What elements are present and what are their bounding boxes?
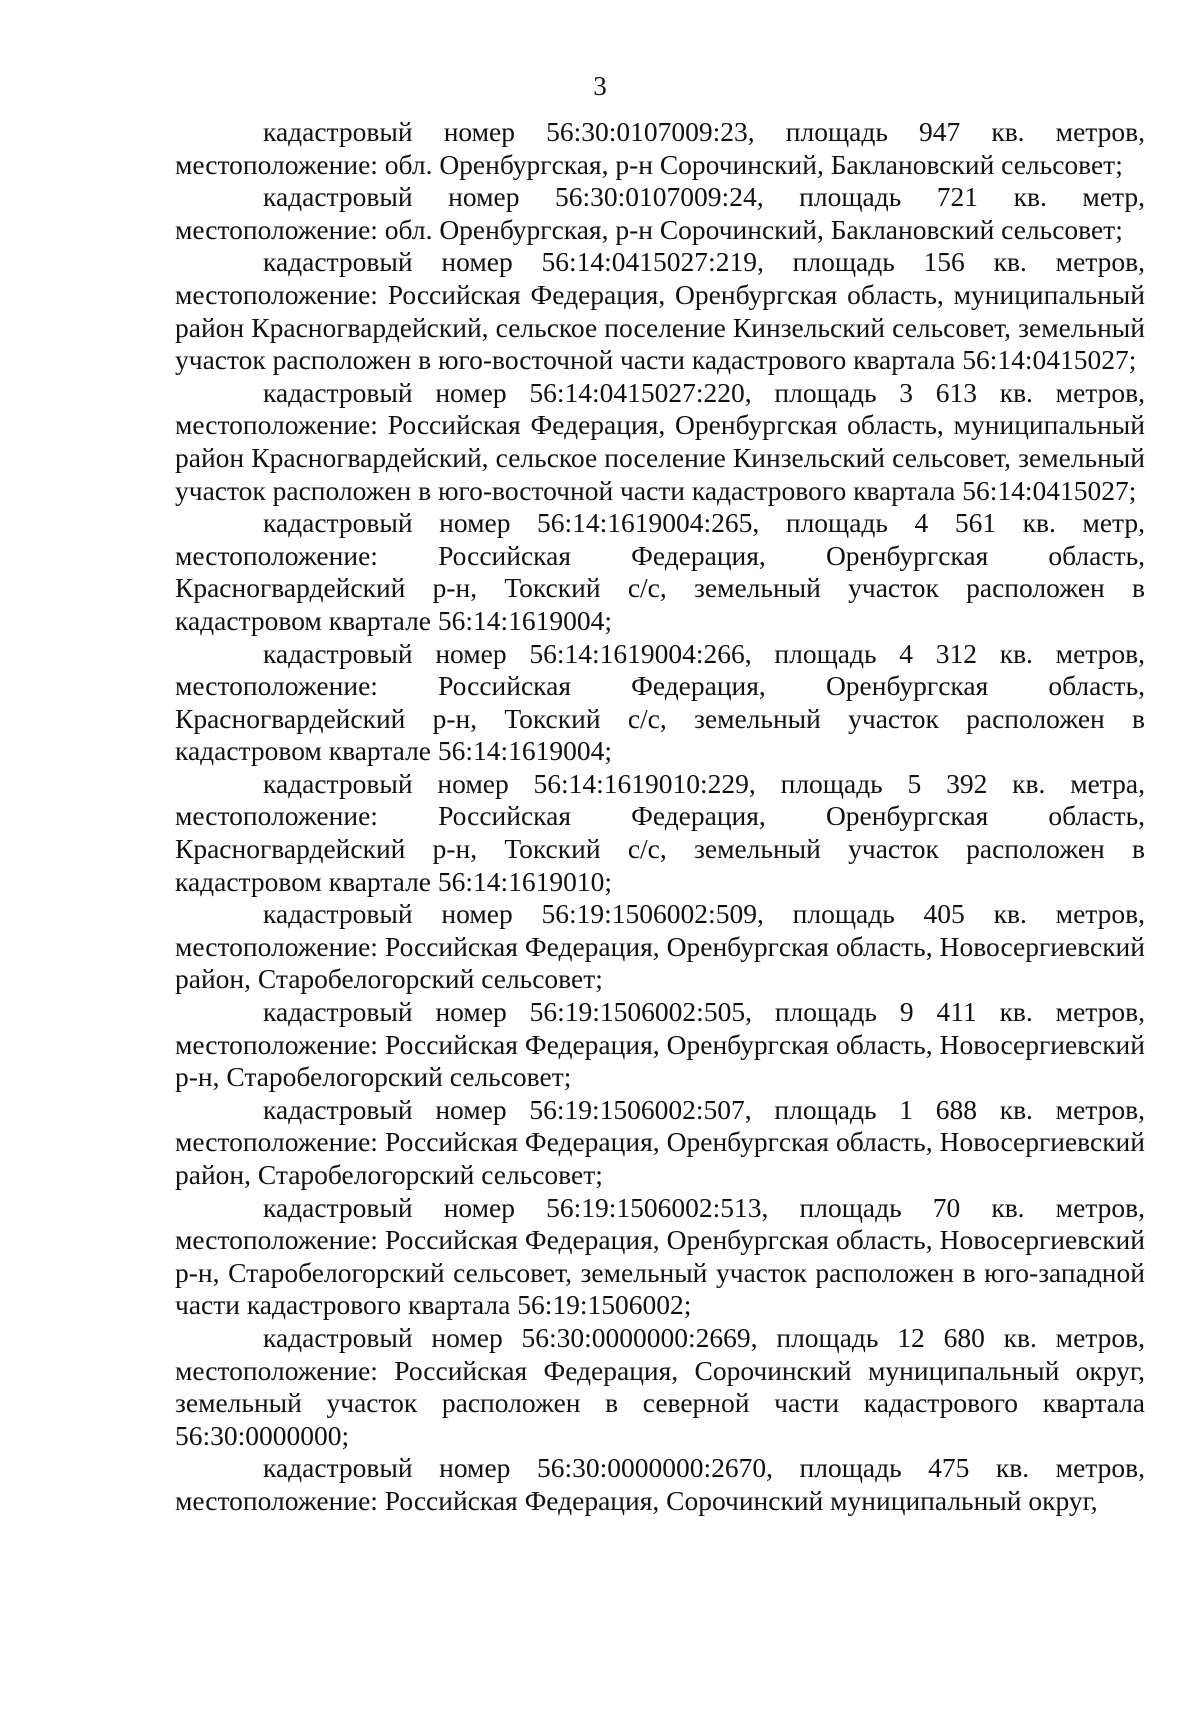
document-body [175, 116, 1145, 1518]
land-plot-paragraph: кадастровый номер 56:19:1506002:509, площадь 405 кв. метров, местоположение: Российская Федерация, Оренбургская область, Новосергиевский район, Старобелогорский сельсовет; [175, 898, 1145, 995]
land-plot-paragraph: кадастровый номер 56:14:1619004:265, площадь 4 561 кв. метр, местоположение: Российская Федерация, Оренбургская область, Красногвардейский р-н, Токский с/с, земельный участок расположен в кадастровом квартале 56:14:1619004; [175, 507, 1145, 636]
land-plot-paragraph: кадастровый номер 56:14:1619010:229, площадь 5 392 кв. метра, местоположение: Российская Федерация, Оренбургская область, Красногвардейский р-н, Токский с/с, земельный участок расположен в кадастровом квартале 56:14:1619010; [175, 767, 1145, 897]
land-plot-paragraph: кадастровый номер 56:19:1506002:513, площадь 70 кв. метров, местоположение: Российская Федерация, Оренбургская область, Новосергиевский р-н, Старобелогорский сельсовет, земельный участок расположен в юго-западной части кадастрового квартала 56:19:1506002; [175, 1191, 1145, 1321]
land-plot-paragraph: кадастровый номер 56:19:1506002:505, площадь 9 411 кв. метров, местоположение: Российская Федерация, Оренбургская область, Новосергиевский р-н, Старобелогорский сельсовет; [175, 996, 1145, 1093]
land-plot-paragraph: кадастровый номер 56:19:1506002:507, площадь 1 688 кв. метров, местоположение: Российская Федерация, Оренбургская область, Новосергиевский район, Старобелогорский сельсовет; [175, 1093, 1145, 1190]
land-plot-paragraph: кадастровый номер 56:14:0415027:220, площадь 3 613 кв. метров, местоположение: Российская Федерация, Оренбургская область, муниципальный район Красногвардейский, сельское поселение Кинзельский сельсовет, земельный участок расположен в юго-восточной части кадастрового квартала 56:14:0415027; [175, 376, 1145, 506]
page-number: 3 [593, 71, 607, 101]
land-plot-paragraph-continued: кадастровый номер 56:30:0000000:2670, площадь 475 кв. метров, местоположение: Российская Федерация, Сорочинский муниципальный округ, [175, 1452, 1145, 1516]
land-plot-paragraph: кадастровый номер 56:14:0415027:219, площадь 156 кв. метров, местоположение: Российская Федерация, Оренбургская область, муниципальный район Красногвардейский, сельское поселение Кинзельский сельсовет, земельный участок расположен в юго-восточной части кадастрового квартала 56:14:0415027; [175, 246, 1145, 376]
land-plot-paragraph: кадастровый номер 56:30:0000000:2669, площадь 12 680 кв. метров, местоположение: Российская Федерация, Сорочинский муниципальный округ, земельный участок расположен в северной части кадастрового квартала 56:30:0000000; [175, 1321, 1145, 1451]
land-plot-paragraph: кадастровый номер 56:30:0107009:24, площадь 721 кв. метр, местоположение: обл. Оренбургская, р-н Сорочинский, Баклановский сельсовет; [175, 181, 1145, 245]
land-plot-paragraph: кадастровый номер 56:14:1619004:266, площадь 4 312 кв. метров, местоположение: Российская Федерация, Оренбургская область, Красногвардейский р-н, Токский с/с, земельный участок расположен в кадастровом квартале 56:14:1619004; [175, 637, 1145, 767]
land-plot-paragraph: кадастровый номер 56:30:0107009:23, площадь 947 кв. метров, местоположение: обл. Оренбургская, р-н Сорочинский, Баклановский сельсовет; [175, 116, 1145, 180]
